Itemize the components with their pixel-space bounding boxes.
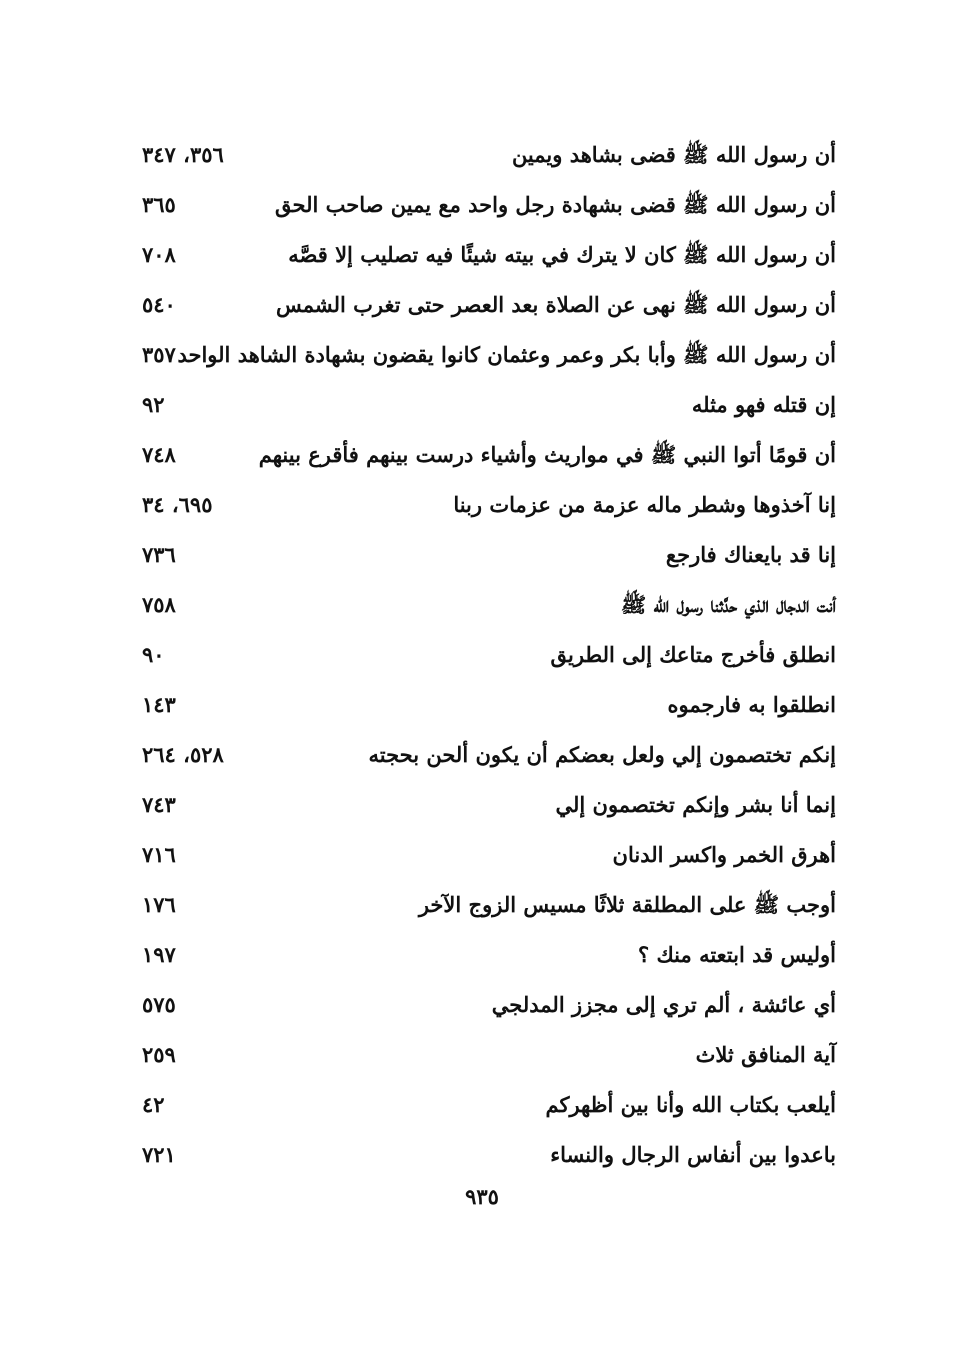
entry-page-refs: ٧٠٨ xyxy=(142,242,176,267)
entry-page-refs: ٧٤٨ xyxy=(142,442,176,467)
entry-page-refs: ٢٥٩ xyxy=(142,1042,176,1067)
entry-page-refs: ٧٣٦ xyxy=(142,542,176,567)
entry-text: أن رسول الله ﷺ وأبا بكر وعمر وعثمان كانوا يقضون بشهادة الشاهد الواحد xyxy=(177,342,836,367)
entry-page-refs: ٤٢ xyxy=(142,1092,165,1117)
entry-page-refs: ٦٩٥، ٣٤ xyxy=(142,492,213,517)
index-entry xyxy=(0,182,964,232)
entry-text: آية المنافق ثلاث xyxy=(695,1042,836,1067)
index-entry xyxy=(0,682,964,732)
entry-page-refs: ٧١٦ xyxy=(142,842,176,867)
entry-text: أوجب ﷺ على المطلقة ثلاثًا مسيس الزوج الآخر xyxy=(418,892,836,917)
entry-text: أن رسول الله ﷺ قضى بشهادة رجل واحد مع يمين صاحب الحق xyxy=(275,192,836,217)
entry-page-refs: ٥٢٨، ٢٦٤ xyxy=(142,742,224,767)
index-entry xyxy=(0,982,964,1032)
index-entry xyxy=(0,782,964,832)
entry-text: باعدوا بين أنفاس الرجال والنساء xyxy=(550,1142,836,1167)
index-entry xyxy=(0,532,964,582)
entry-text: أيلعب بكتاب الله وأنا بين أظهركم xyxy=(545,1092,836,1117)
entry-text: أوليس قد ابتعته منك ؟ xyxy=(638,942,836,967)
entry-page-refs: ٧٤٣ xyxy=(142,792,176,817)
index-entry xyxy=(0,282,964,332)
entry-page-refs: ٩٢ xyxy=(142,392,165,417)
index-entry xyxy=(0,1132,964,1182)
entry-text: إنما أنا بشر وإنكم تختصمون إلي xyxy=(555,792,836,817)
entry-page-refs: ٧٢١ xyxy=(142,1142,176,1167)
index-entry xyxy=(0,832,964,882)
entry-text: أنت الدجال الذي حدَّثنا رسول الله ﷺ xyxy=(620,592,836,617)
index-entry xyxy=(0,632,964,682)
index-entry xyxy=(0,732,964,782)
entry-page-refs: ٥٤٠ xyxy=(142,292,176,317)
entry-text: إن قتله فهو مثله xyxy=(691,392,836,417)
index-entry xyxy=(0,882,964,932)
index-entry xyxy=(0,132,964,182)
entry-text: أن رسول الله ﷺ كان لا يترك في بيته شيئًا فيه تصليب إلا قصَّه xyxy=(288,242,836,267)
entry-text: أي عائشة ، ألم تري إلى مجزز المدلجي xyxy=(491,992,836,1017)
entry-text: أن قومًا أتوا النبي ﷺ في مواريث وأشياء درست بينهم فأقرع بينهم xyxy=(258,442,836,467)
entry-text: أهرق الخمر واكسر الدنان xyxy=(612,842,836,867)
index-entry xyxy=(0,232,964,282)
entry-text: إنكم تختصمون إلي ولعل بعضكم أن يكون ألحن بحجته xyxy=(368,742,836,767)
entry-page-refs: ٩٠ xyxy=(142,642,165,667)
entry-text: انطلقوا به فارجموه xyxy=(667,692,836,717)
index-entry xyxy=(0,432,964,482)
entry-text: أن رسول الله ﷺ قضى بشاهد ويمين xyxy=(511,142,836,167)
hadith-index-list xyxy=(0,132,964,1182)
index-entry xyxy=(0,582,964,632)
entry-page-refs: ٣٥٦، ٣٤٧ xyxy=(142,142,224,167)
index-entry xyxy=(0,482,964,532)
index-entry xyxy=(0,382,964,432)
entry-text: انطلق فأخرج متاعك إلى الطريق xyxy=(550,642,836,667)
index-entry xyxy=(0,332,964,382)
entry-page-refs: ١٤٣ xyxy=(142,692,176,717)
entry-page-refs: ٥٧٥ xyxy=(142,992,176,1017)
entry-page-refs: ١٧٦ xyxy=(142,892,176,917)
entry-page-refs: ١٩٧ xyxy=(142,942,176,967)
entry-page-refs: ٣٥٧ xyxy=(142,342,176,367)
page-number: ٩٣٥ xyxy=(465,1184,499,1209)
entry-page-refs: ٣٦٥ xyxy=(142,192,176,217)
entry-page-refs: ٧٥٨ xyxy=(142,592,176,617)
entry-text: إنا آخذوها وشطر ماله عزمة من عزمات ربنا xyxy=(453,492,836,517)
entry-text: أن رسول الله ﷺ نهى عن الصلاة بعد العصر حتى تغرب الشمس xyxy=(275,292,836,317)
index-entry xyxy=(0,1032,964,1082)
index-entry xyxy=(0,1082,964,1132)
index-entry xyxy=(0,932,964,982)
entry-text: إنا قد بايعناك فارجع xyxy=(665,542,836,567)
